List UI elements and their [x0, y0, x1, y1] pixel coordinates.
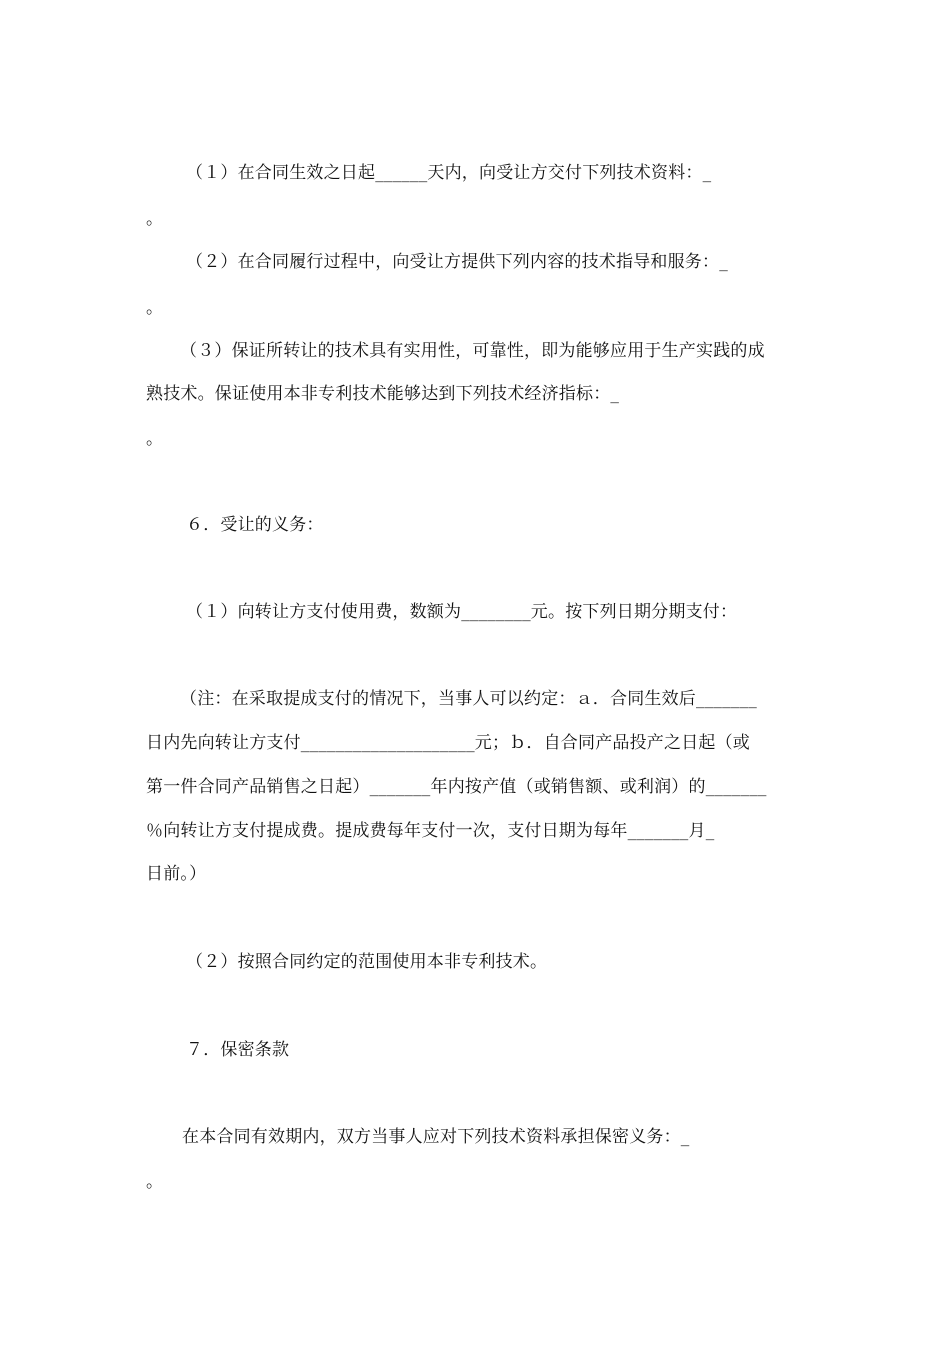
- section-7-heading: ７．保密条款: [186, 1040, 290, 1060]
- clause-5-1-end: 。: [146, 209, 164, 229]
- clause-6-2-scope: （２）按照合同约定的范围使用本非专利技术。: [186, 952, 548, 972]
- clause-5-2-guidance: （２）在合同履行过程中，向受让方提供下列内容的技术指导和服务：_: [186, 252, 728, 272]
- section-6-heading: ６．受让的义务：: [186, 515, 324, 535]
- clause-5-1-deliver-materials: （１）在合同生效之日起______天内，向受让方交付下列技术资料：_: [186, 163, 712, 183]
- clause-6-note-line-1: （注：在采取提成支付的情况下，当事人可以约定：ａ．合同生效后_______: [180, 689, 757, 709]
- clause-7-confidentiality: 在本合同有效期内，双方当事人应对下列技术资料承担保密义务：_: [182, 1127, 690, 1147]
- clause-6-note-line-2: 日内先向转让方支付____________________元；ｂ．自合同产品投产之日起（或: [146, 733, 750, 753]
- clause-5-3-end: 。: [146, 429, 164, 449]
- clause-5-2-end: 。: [146, 298, 164, 318]
- clause-6-1-payment: （１）向转让方支付使用费，数额为________元。按下列日期分期支付：: [186, 602, 738, 622]
- clause-6-note-line-3: 第一件合同产品销售之日起）_______年内按产值（或销售额、或利润）的_______: [146, 777, 767, 797]
- clause-6-note-line-4: ％向转让方支付提成费。提成费每年支付一次，支付日期为每年_______月_: [146, 821, 715, 841]
- clause-5-3-guarantee-line-2: 熟技术。保证使用本非专利技术能够达到下列技术经济指标：_: [146, 384, 620, 404]
- clause-6-note-line-5: 日前。）: [146, 864, 207, 884]
- clause-5-3-guarantee-line-1: （３）保证所转让的技术具有实用性，可靠性，即为能够应用于生产实践的成: [180, 341, 765, 361]
- clause-7-end: 。: [146, 1172, 164, 1192]
